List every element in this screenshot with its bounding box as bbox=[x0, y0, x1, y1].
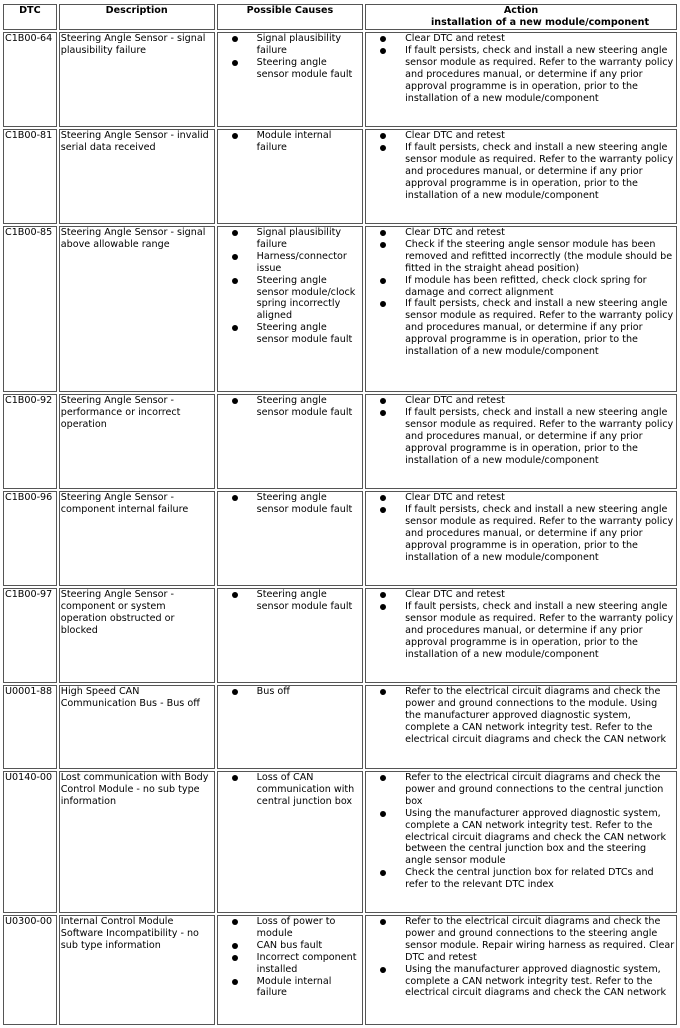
action-item: If fault persists, check and install a new steering angle sensor module as required. Refer to the warranty policy and procedures manual, or determine if any prior approval programme is in operation, prior to the installation of a new module/component bbox=[367, 142, 675, 202]
action-item: If fault persists, check and install a new steering angle sensor module as required. Refer to the warranty policy and procedures manual, or determine if any prior approval programme is in operation, prior to the installation of a new module/component bbox=[367, 504, 675, 564]
action-item: Using the manufacturer approved diagnostic system, complete a CAN network integrity test. Refer to the electrical circuit diagrams and check the CAN network bbox=[367, 964, 675, 1000]
possible-causes-cell bbox=[217, 685, 363, 769]
dtc-description: High Speed CAN Communication Bus - Bus off bbox=[59, 685, 215, 769]
table-row bbox=[3, 129, 677, 224]
action-item: If fault persists, check and install a new steering angle sensor module as required. Refer to the warranty policy and procedures manual, or determine if any prior approval programme is in operation, prior to the installation of a new module/component bbox=[367, 298, 675, 358]
table-row bbox=[3, 915, 677, 1025]
possible-causes-cell bbox=[217, 491, 363, 586]
cause-item: Steering angle sensor module/clock spring incorrectly aligned bbox=[219, 275, 361, 323]
action-continuation: installation of a new module/component bbox=[431, 17, 650, 28]
possible-causes-cell bbox=[217, 32, 363, 127]
dtc-description: Internal Control Module Software Incompatibility - no sub type information bbox=[59, 915, 215, 1025]
possible-causes-list bbox=[219, 916, 361, 999]
header-description: Description bbox=[59, 4, 215, 30]
possible-causes-cell bbox=[217, 771, 363, 913]
cause-item: CAN bus fault bbox=[219, 940, 361, 952]
action-list bbox=[367, 130, 675, 201]
action-item: Refer to the electrical circuit diagrams and check the power and ground connections to the central junction box bbox=[367, 772, 675, 808]
table-row bbox=[3, 226, 677, 392]
cause-item: Incorrect component installed bbox=[219, 952, 361, 976]
table-row bbox=[3, 394, 677, 489]
header-dtc: DTC bbox=[3, 4, 57, 30]
cause-item: Steering angle sensor module fault bbox=[219, 395, 361, 419]
table-row bbox=[3, 685, 677, 769]
table-row bbox=[3, 588, 677, 683]
possible-causes-cell bbox=[217, 915, 363, 1025]
table-row bbox=[3, 32, 677, 127]
dtc-code: U0140-00 bbox=[3, 771, 57, 913]
header-row bbox=[3, 4, 677, 30]
action-item: Clear DTC and retest bbox=[367, 227, 675, 239]
action-list bbox=[367, 227, 675, 358]
possible-causes-cell bbox=[217, 588, 363, 683]
dtc-code: C1B00-92 bbox=[3, 394, 57, 489]
action-item: If module has been refitted, check clock spring for damage and correct alignment bbox=[367, 275, 675, 299]
action-list bbox=[367, 772, 675, 891]
action-cell bbox=[365, 588, 677, 683]
action-item: Check if the steering angle sensor module has been removed and refitted incorrectly (the module should be fitted in the straight ahead position) bbox=[367, 239, 675, 275]
header-action bbox=[365, 4, 677, 30]
possible-causes-list bbox=[219, 589, 361, 613]
dtc-table bbox=[1, 2, 679, 1027]
dtc-description: Steering Angle Sensor - component internal failure bbox=[59, 491, 215, 586]
possible-causes-list bbox=[219, 130, 361, 154]
action-item: Clear DTC and retest bbox=[367, 589, 675, 601]
action-cell bbox=[365, 915, 677, 1025]
action-cell bbox=[365, 685, 677, 769]
cause-item: Harness/connector issue bbox=[219, 251, 361, 275]
dtc-code: U0001-88 bbox=[3, 685, 57, 769]
dtc-code: C1B00-97 bbox=[3, 588, 57, 683]
action-item: Clear DTC and retest bbox=[367, 395, 675, 407]
action-item: Refer to the electrical circuit diagrams and check the power and ground connections to the steering angle sensor module. Repair wiring harness as required. Clear DTC and retest bbox=[367, 916, 675, 964]
cause-item: Steering angle sensor module fault bbox=[219, 589, 361, 613]
dtc-description: Lost communication with Body Control Module - no sub type information bbox=[59, 771, 215, 913]
cause-item: Loss of CAN communication with central junction box bbox=[219, 772, 361, 808]
dtc-description: Steering Angle Sensor - component or system operation obstructed or blocked bbox=[59, 588, 215, 683]
dtc-rows bbox=[3, 32, 677, 1025]
cause-item: Signal plausibility failure bbox=[219, 227, 361, 251]
cause-item: Steering angle sensor module fault bbox=[219, 57, 361, 81]
dtc-code: C1B00-85 bbox=[3, 226, 57, 392]
action-item: Clear DTC and retest bbox=[367, 492, 675, 504]
dtc-description: Steering Angle Sensor - invalid serial data received bbox=[59, 129, 215, 224]
header-action-label: Action bbox=[503, 5, 539, 16]
cause-item: Steering angle sensor module fault bbox=[219, 322, 361, 346]
action-item: If fault persists, check and install a new steering angle sensor module as required. Refer to the warranty policy and procedures manual, or determine if any prior approval programme is in operation, prior to the installation of a new module/component bbox=[367, 45, 675, 105]
action-cell bbox=[365, 394, 677, 489]
dtc-code: C1B00-96 bbox=[3, 491, 57, 586]
header-possible-causes: Possible Causes bbox=[217, 4, 363, 30]
possible-causes-list bbox=[219, 686, 361, 698]
action-item: Clear DTC and retest bbox=[367, 130, 675, 142]
cause-item: Module internal failure bbox=[219, 130, 361, 154]
action-list bbox=[367, 916, 675, 999]
table-row bbox=[3, 491, 677, 586]
cause-item: Module internal failure bbox=[219, 976, 361, 1000]
action-cell bbox=[365, 32, 677, 127]
action-list bbox=[367, 492, 675, 563]
possible-causes-list bbox=[219, 772, 361, 808]
action-cell bbox=[365, 226, 677, 392]
action-cell bbox=[365, 491, 677, 586]
action-item: Check the central junction box for related DTCs and refer to the relevant DTC index bbox=[367, 867, 675, 891]
possible-causes-list bbox=[219, 492, 361, 516]
cause-item: Loss of power to module bbox=[219, 916, 361, 940]
possible-causes-cell bbox=[217, 394, 363, 489]
dtc-description: Steering Angle Sensor - performance or incorrect operation bbox=[59, 394, 215, 489]
dtc-code: U0300-00 bbox=[3, 915, 57, 1025]
table-row bbox=[3, 771, 677, 913]
action-list bbox=[367, 33, 675, 104]
action-item: Refer to the electrical circuit diagrams and check the power and ground connections to the module. Using the manufacturer approved diagnostic system, complete a CAN network integrity test. Refer to the electrical circuit diagrams and check the CAN network bbox=[367, 686, 675, 746]
possible-causes-list bbox=[219, 395, 361, 419]
action-list bbox=[367, 589, 675, 660]
cause-item: Signal plausibility failure bbox=[219, 33, 361, 57]
action-cell bbox=[365, 771, 677, 913]
cause-item: Bus off bbox=[219, 686, 361, 698]
action-cell bbox=[365, 129, 677, 224]
possible-causes-cell bbox=[217, 129, 363, 224]
possible-causes-list bbox=[219, 227, 361, 346]
possible-causes-cell bbox=[217, 226, 363, 392]
possible-causes-list bbox=[219, 33, 361, 81]
action-item: Clear DTC and retest bbox=[367, 33, 675, 45]
dtc-description: Steering Angle Sensor - signal above allowable range bbox=[59, 226, 215, 392]
cause-item: Steering angle sensor module fault bbox=[219, 492, 361, 516]
action-item: If fault persists, check and install a new steering angle sensor module as required. Refer to the warranty policy and procedures manual, or determine if any prior approval programme is in operation, prior to the installation of a new module/component bbox=[367, 407, 675, 467]
action-item: Using the manufacturer approved diagnostic system, complete a CAN network integrity test. Refer to the electrical circuit diagrams and check the CAN network between the central junction box and the steering angle sensor module bbox=[367, 808, 675, 868]
action-item: If fault persists, check and install a new steering angle sensor module as required. Refer to the warranty policy and procedures manual, or determine if any prior approval programme is in operation, prior to the installation of a new module/component bbox=[367, 601, 675, 661]
action-list bbox=[367, 686, 675, 746]
action-list bbox=[367, 395, 675, 466]
dtc-code: C1B00-81 bbox=[3, 129, 57, 224]
dtc-code: C1B00-64 bbox=[3, 32, 57, 127]
dtc-description: Steering Angle Sensor - signal plausibility failure bbox=[59, 32, 215, 127]
